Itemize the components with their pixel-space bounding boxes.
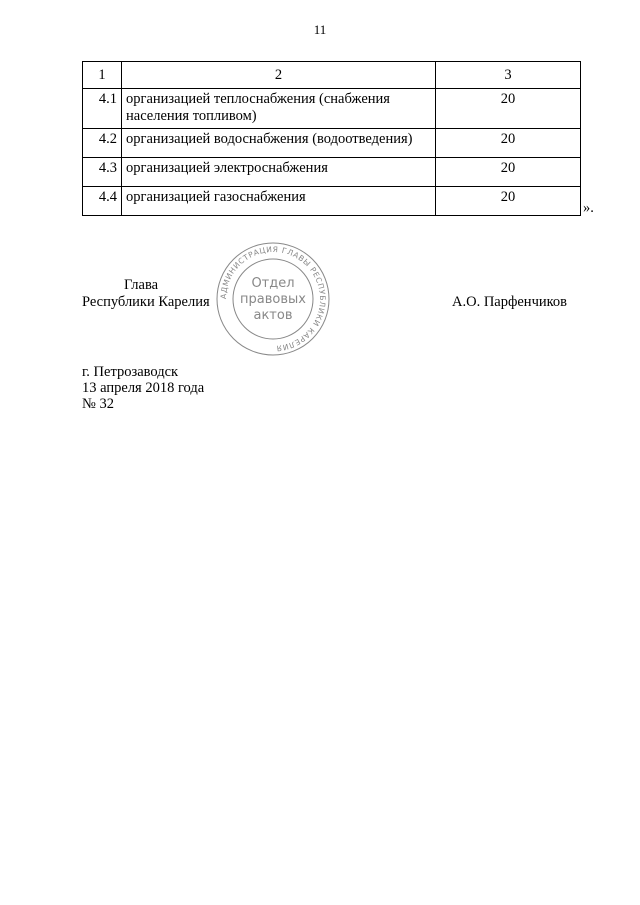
document-date: 13 апреля 2018 года <box>82 380 205 396</box>
closing-quote: ». <box>583 200 594 216</box>
data-table <box>82 61 581 216</box>
row-value: 20 <box>436 89 581 129</box>
stamp-line-3: актов <box>253 308 293 323</box>
document-place: г. Петрозаводск <box>82 364 179 380</box>
row-number: 4.2 <box>83 129 122 158</box>
row-text: организацией газоснабжения <box>122 187 436 216</box>
official-stamp <box>214 240 332 358</box>
stamp-line-1: Отдел <box>251 276 295 291</box>
table-row <box>83 89 581 129</box>
row-value: 20 <box>436 158 581 187</box>
table-header-cell: 2 <box>122 62 436 89</box>
table-row <box>83 158 581 187</box>
signatory-title: Глава <box>124 277 159 293</box>
table-header-cell: 3 <box>436 62 581 89</box>
row-text: организацией электроснабжения <box>122 158 436 187</box>
table-header-cell: 1 <box>83 62 122 89</box>
signatory-name: А.О. Парфенчиков <box>452 294 568 310</box>
row-text: организацией теплоснабжения (снабжения населения топливом) <box>122 89 436 129</box>
row-number: 4.1 <box>83 89 122 129</box>
table-header-row <box>83 62 581 89</box>
signatory-region: Республики Карелия <box>82 294 210 310</box>
page-number: 11 <box>313 22 327 37</box>
row-number: 4.3 <box>83 158 122 187</box>
row-value: 20 <box>436 187 581 216</box>
stamp-ring-text: АДМИНИСТРАЦИЯ ГЛАВЫ РЕСПУБЛИКИ КАРЕЛИЯ <box>218 244 328 353</box>
row-number: 4.4 <box>83 187 122 216</box>
row-value: 20 <box>436 129 581 158</box>
stamp-line-2: правовых <box>240 292 306 307</box>
row-text: организацией водоснабжения (водоотведения) <box>122 129 436 158</box>
table-row <box>83 129 581 158</box>
table-row <box>83 187 581 216</box>
document-number: № 32 <box>82 396 114 412</box>
